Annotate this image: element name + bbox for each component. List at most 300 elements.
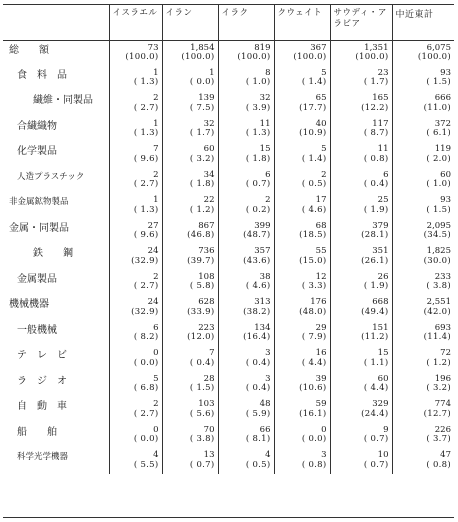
table-row — [3, 168, 454, 194]
cell-value: 6 — [153, 322, 159, 333]
cell-percent: (32.9) — [131, 306, 159, 317]
value-cell — [274, 372, 330, 398]
table-row — [3, 346, 454, 372]
cell-percent: ( 6.1) — [426, 128, 451, 138]
cell-value: 17 — [315, 195, 327, 205]
row-label: 船 舶 — [17, 426, 57, 438]
cell-percent: ( 7.9) — [301, 332, 327, 342]
cell-value: 66 — [259, 424, 271, 435]
cell-value: 2 — [153, 169, 159, 180]
value-cell — [218, 397, 274, 423]
cell-percent: ( 0.7) — [363, 459, 389, 470]
cell-value: 1,854 — [190, 42, 215, 53]
cell-value: 22 — [203, 195, 215, 205]
value-cell — [274, 219, 330, 245]
table-row — [3, 448, 454, 474]
cell-value: 226 — [434, 424, 451, 435]
row-label: テ レ ビ — [17, 350, 67, 361]
cell-value: 666 — [434, 93, 451, 103]
row-label: 人造プラスチック — [17, 171, 85, 182]
value-cell — [274, 397, 330, 423]
cell-value: 5 — [321, 144, 327, 154]
cell-percent: ( 0.0) — [133, 434, 159, 444]
cell-percent: ( 0.0) — [189, 77, 215, 87]
cell-percent: (16.4) — [243, 332, 271, 342]
value-cell — [109, 448, 162, 474]
cell-value: 2 — [153, 93, 159, 103]
value-cell — [162, 397, 218, 423]
value-cell — [109, 397, 162, 423]
value-cell — [109, 117, 162, 143]
value-cell — [274, 346, 330, 372]
cell-value: 60 — [440, 169, 451, 180]
value-cell — [392, 219, 454, 245]
cell-percent: (39.7) — [187, 255, 215, 266]
cell-value: 6 — [265, 169, 271, 180]
cell-value: 0 — [153, 348, 159, 358]
value-cell — [392, 91, 454, 117]
cell-percent: ( 8.7) — [363, 128, 389, 138]
row-label: 科学光学機器 — [17, 452, 69, 462]
cell-percent: ( 1.3) — [133, 204, 159, 215]
cell-value: 379 — [372, 220, 389, 231]
value-cell — [162, 168, 218, 194]
row-label: 総 額 — [9, 44, 49, 56]
value-cell — [392, 423, 454, 449]
cell-percent: ( 1.5) — [426, 77, 451, 87]
value-cell — [218, 244, 274, 270]
row-label: 自 動 車 — [17, 401, 67, 412]
cell-percent: ( 1.8) — [189, 179, 215, 189]
table-row — [3, 244, 454, 270]
value-cell — [392, 448, 454, 474]
cell-value: 6 — [383, 169, 389, 180]
cell-value: 1 — [153, 118, 159, 129]
value-cell — [162, 117, 218, 143]
cell-value: 399 — [254, 220, 271, 231]
table-row — [3, 40, 454, 66]
cell-percent: (100.0) — [417, 52, 451, 62]
header-row — [3, 4, 454, 40]
value-cell — [274, 423, 330, 449]
cell-percent: ( 0.7) — [245, 179, 271, 189]
table-row — [3, 423, 454, 449]
value-cell — [218, 372, 274, 398]
cell-value: 7 — [209, 348, 215, 358]
cell-percent: ( 5.6) — [189, 408, 215, 419]
cell-percent: ( 9.6) — [133, 153, 159, 164]
table-row — [3, 295, 454, 321]
col-header-kuwait: クウェイト — [274, 4, 330, 40]
cell-percent: (100.0) — [181, 52, 215, 62]
cell-percent: ( 0.8) — [301, 459, 327, 470]
value-cell — [162, 321, 218, 347]
cell-value: 2,551 — [426, 297, 451, 307]
cell-value: 103 — [198, 399, 215, 409]
cell-percent: ( 8.2) — [133, 332, 159, 342]
cell-value: 2 — [153, 271, 159, 282]
cell-percent: ( 0.4) — [363, 179, 389, 189]
cell-percent: (48.7) — [243, 230, 271, 240]
cell-value: 15 — [377, 348, 389, 358]
value-cell — [218, 117, 274, 143]
value-cell — [274, 244, 330, 270]
cell-value: 48 — [259, 399, 271, 409]
value-cell — [330, 397, 392, 423]
cell-value: 351 — [372, 246, 389, 256]
value-cell — [109, 193, 162, 219]
value-cell — [392, 66, 454, 92]
value-cell — [109, 423, 162, 449]
value-cell — [330, 346, 392, 372]
value-cell — [330, 219, 392, 245]
cell-percent: (100.0) — [355, 52, 389, 62]
cell-value: 151 — [372, 322, 389, 333]
value-cell — [330, 40, 392, 66]
row-label: 食 料 品 — [17, 69, 67, 81]
cell-percent: (24.4) — [361, 408, 389, 419]
cell-value: 8 — [265, 67, 271, 78]
cell-percent: (100.0) — [125, 52, 159, 62]
cell-value: 165 — [372, 93, 389, 103]
cell-value: 11 — [377, 144, 389, 154]
cell-percent: ( 2.7) — [133, 281, 159, 291]
value-cell — [109, 372, 162, 398]
value-cell — [330, 117, 392, 143]
value-cell — [162, 219, 218, 245]
value-cell — [218, 295, 274, 321]
cell-percent: ( 1.4) — [301, 77, 327, 87]
value-cell — [218, 423, 274, 449]
header-corner — [3, 4, 109, 40]
cell-value: 223 — [198, 322, 215, 333]
cell-value: 55 — [315, 246, 327, 256]
cell-value: 4 — [153, 450, 159, 460]
cell-percent: ( 1.0) — [426, 179, 451, 189]
cell-percent: (48.0) — [299, 306, 327, 317]
cell-value: 47 — [440, 450, 451, 460]
value-cell — [218, 66, 274, 92]
cell-value: 26 — [377, 271, 389, 282]
table-row — [3, 397, 454, 423]
value-cell — [330, 295, 392, 321]
cell-percent: (30.0) — [423, 255, 451, 266]
cell-value: 15 — [259, 144, 271, 154]
value-cell — [109, 244, 162, 270]
value-cell — [274, 448, 330, 474]
cell-percent: ( 0.4) — [245, 357, 271, 368]
cell-percent: ( 1.2) — [189, 204, 215, 215]
value-cell — [162, 372, 218, 398]
value-cell — [109, 295, 162, 321]
cell-value: 176 — [310, 297, 327, 307]
value-cell — [274, 168, 330, 194]
cell-percent: ( 8.1) — [245, 434, 271, 444]
value-cell — [218, 40, 274, 66]
cell-value: 5 — [321, 67, 327, 78]
cell-value: 372 — [434, 118, 451, 129]
cell-percent: (33.9) — [187, 306, 215, 317]
col-header-iran: イラン — [162, 4, 218, 40]
table-row — [3, 321, 454, 347]
cell-value: 6,075 — [426, 42, 451, 53]
value-cell — [274, 142, 330, 168]
cell-percent: ( 4.6) — [301, 204, 327, 215]
cell-value: 24 — [147, 246, 159, 256]
table-row — [3, 66, 454, 92]
cell-percent: ( 2.7) — [133, 179, 159, 189]
value-cell — [392, 372, 454, 398]
value-cell — [274, 40, 330, 66]
cell-percent: (28.1) — [361, 230, 389, 240]
value-cell — [392, 397, 454, 423]
cell-value: 28 — [203, 373, 215, 384]
row-label: 金属製品 — [17, 273, 57, 285]
col-header-israel: イスラエル — [109, 4, 162, 40]
cell-value: 3 — [321, 450, 327, 460]
table-row — [3, 142, 454, 168]
cell-value: 93 — [440, 67, 451, 78]
value-cell — [274, 295, 330, 321]
cell-value: 10 — [377, 450, 389, 460]
cell-value: 72 — [440, 348, 451, 358]
cell-value: 24 — [147, 297, 159, 307]
value-cell — [330, 66, 392, 92]
value-cell — [218, 448, 274, 474]
cell-value: 70 — [203, 424, 215, 435]
cell-value: 313 — [254, 297, 271, 307]
cell-percent: ( 0.7) — [363, 434, 389, 444]
cell-percent: ( 1.1) — [363, 357, 389, 368]
cell-value: 23 — [377, 67, 389, 78]
cell-percent: (10.9) — [299, 128, 327, 138]
cell-value: 196 — [434, 373, 451, 384]
cell-value: 1,351 — [364, 42, 389, 53]
cell-value: 819 — [254, 42, 271, 53]
cell-percent: ( 3.9) — [245, 102, 271, 113]
cell-percent: (18.5) — [299, 230, 327, 240]
cell-percent: ( 1.9) — [363, 281, 389, 291]
cell-percent: ( 0.4) — [189, 357, 215, 368]
value-cell — [274, 193, 330, 219]
table-row — [3, 91, 454, 117]
cell-percent: ( 5.8) — [189, 281, 215, 291]
cell-percent: ( 0.0) — [133, 357, 159, 368]
cell-percent: ( 1.7) — [189, 128, 215, 138]
cell-percent: (10.6) — [299, 383, 327, 393]
cell-percent: (12.2) — [361, 102, 389, 113]
value-cell — [392, 193, 454, 219]
value-cell — [330, 91, 392, 117]
cell-value: 3 — [265, 348, 271, 358]
cell-percent: ( 1.5) — [426, 204, 451, 215]
value-cell — [218, 219, 274, 245]
cell-percent: ( 0.4) — [245, 383, 271, 393]
cell-percent: ( 3.8) — [189, 434, 215, 444]
cell-value: 39 — [315, 373, 327, 384]
col-header-iraq: イラク — [218, 4, 274, 40]
value-cell — [218, 346, 274, 372]
row-label: 非金属鉱物製品 — [9, 197, 69, 207]
value-cell — [162, 423, 218, 449]
cell-value: 40 — [315, 118, 327, 129]
value-cell — [274, 321, 330, 347]
value-cell — [218, 91, 274, 117]
cell-percent: ( 0.8) — [363, 153, 389, 164]
value-cell — [392, 40, 454, 66]
cell-value: 65 — [315, 93, 327, 103]
cell-percent: ( 7.5) — [189, 102, 215, 113]
cell-percent: (43.6) — [243, 255, 271, 266]
value-cell — [392, 142, 454, 168]
value-cell — [162, 40, 218, 66]
cell-percent: ( 1.3) — [133, 77, 159, 87]
col-header-saudi-arabia: サウディ・アラビア — [330, 4, 392, 40]
value-cell — [162, 448, 218, 474]
value-cell — [274, 117, 330, 143]
cell-value: 13 — [203, 450, 215, 460]
cell-percent: ( 9.6) — [133, 230, 159, 240]
cell-percent: ( 2.7) — [133, 102, 159, 113]
cell-value: 2 — [153, 399, 159, 409]
cell-value: 27 — [147, 220, 159, 231]
cell-value: 367 — [310, 42, 327, 53]
cell-percent: ( 1.2) — [426, 357, 451, 368]
cell-value: 12 — [315, 271, 327, 282]
value-cell — [392, 295, 454, 321]
value-cell — [392, 270, 454, 296]
value-cell — [109, 346, 162, 372]
cell-percent: ( 0.2) — [245, 204, 271, 215]
cell-percent: ( 1.8) — [245, 153, 271, 164]
cell-percent: (12.7) — [423, 408, 451, 419]
row-label: 金属・同製品 — [9, 222, 69, 234]
cell-percent: ( 6.8) — [133, 383, 159, 393]
cell-value: 119 — [434, 144, 451, 154]
cell-value: 59 — [315, 399, 327, 409]
cell-percent: ( 1.7) — [363, 77, 389, 87]
cell-value: 139 — [198, 93, 215, 103]
value-cell — [162, 193, 218, 219]
cell-value: 0 — [153, 424, 159, 435]
value-cell — [109, 321, 162, 347]
cell-percent: (42.0) — [423, 306, 451, 317]
value-cell — [330, 321, 392, 347]
cell-value: 29 — [315, 322, 327, 333]
value-cell — [162, 295, 218, 321]
cell-percent: (26.1) — [361, 255, 389, 266]
cell-percent: (11.4) — [423, 332, 451, 342]
value-cell — [109, 168, 162, 194]
cell-value: 38 — [259, 271, 271, 282]
value-cell — [109, 270, 162, 296]
cell-value: 9 — [383, 424, 389, 435]
cell-percent: ( 1.5) — [189, 383, 215, 393]
cell-value: 736 — [198, 246, 215, 256]
cell-percent: ( 1.0) — [245, 77, 271, 87]
cell-value: 233 — [434, 271, 451, 282]
cell-value: 1 — [209, 67, 215, 78]
trade-table — [3, 4, 454, 474]
value-cell — [109, 40, 162, 66]
value-cell — [392, 168, 454, 194]
cell-value: 73 — [147, 42, 159, 53]
cell-value: 93 — [440, 195, 451, 205]
cell-value: 34 — [203, 169, 215, 180]
cell-percent: ( 1.9) — [363, 204, 389, 215]
cell-percent: (34.5) — [423, 230, 451, 240]
cell-percent: ( 5.5) — [133, 459, 159, 470]
row-label: 合繊織物 — [17, 120, 57, 132]
cell-value: 2 — [265, 195, 271, 205]
cell-percent: ( 0.5) — [301, 179, 327, 189]
value-cell — [162, 346, 218, 372]
cell-percent: (11.2) — [361, 332, 389, 342]
value-cell — [330, 270, 392, 296]
cell-value: 25 — [377, 195, 389, 205]
value-cell — [330, 244, 392, 270]
cell-percent: (15.0) — [299, 255, 327, 266]
row-label: 鉄 鋼 — [33, 248, 73, 259]
table-row — [3, 270, 454, 296]
value-cell — [109, 142, 162, 168]
cell-value: 117 — [372, 118, 389, 129]
cell-value: 108 — [198, 271, 215, 282]
table-body — [3, 40, 454, 474]
cell-percent: ( 2.7) — [133, 408, 159, 419]
cell-percent: (16.1) — [299, 408, 327, 419]
cell-value: 134 — [254, 322, 271, 333]
cell-percent: (46.8) — [187, 230, 215, 240]
cell-value: 668 — [372, 297, 389, 307]
value-cell — [392, 321, 454, 347]
value-cell — [109, 219, 162, 245]
table-row — [3, 193, 454, 219]
value-cell — [330, 372, 392, 398]
value-cell — [330, 448, 392, 474]
cell-value: 4 — [265, 450, 271, 460]
value-cell — [109, 91, 162, 117]
cell-value: 1 — [153, 195, 159, 205]
value-cell — [330, 423, 392, 449]
value-cell — [218, 142, 274, 168]
col-header-middle-east-total: 中近東計 — [392, 4, 454, 40]
value-cell — [274, 66, 330, 92]
value-cell — [162, 142, 218, 168]
cell-percent: (38.2) — [243, 306, 271, 317]
value-cell — [162, 244, 218, 270]
cell-value: 32 — [259, 93, 271, 103]
cell-percent: ( 4.4) — [363, 383, 389, 393]
cell-value: 3 — [265, 373, 271, 384]
cell-value: 60 — [377, 373, 389, 384]
cell-value: 5 — [153, 373, 159, 384]
cell-percent: ( 1.4) — [301, 153, 327, 164]
value-cell — [109, 66, 162, 92]
value-cell — [162, 91, 218, 117]
cell-percent: (100.0) — [237, 52, 271, 62]
cell-value: 16 — [315, 348, 327, 358]
cell-percent: ( 0.7) — [189, 459, 215, 470]
value-cell — [162, 66, 218, 92]
table-row — [3, 117, 454, 143]
value-cell — [330, 142, 392, 168]
value-cell — [392, 346, 454, 372]
cell-percent: ( 0.0) — [301, 434, 327, 444]
cell-percent: ( 3.2) — [426, 383, 451, 393]
cell-percent: ( 3.8) — [426, 281, 451, 291]
cell-percent: ( 3.7) — [426, 434, 451, 444]
